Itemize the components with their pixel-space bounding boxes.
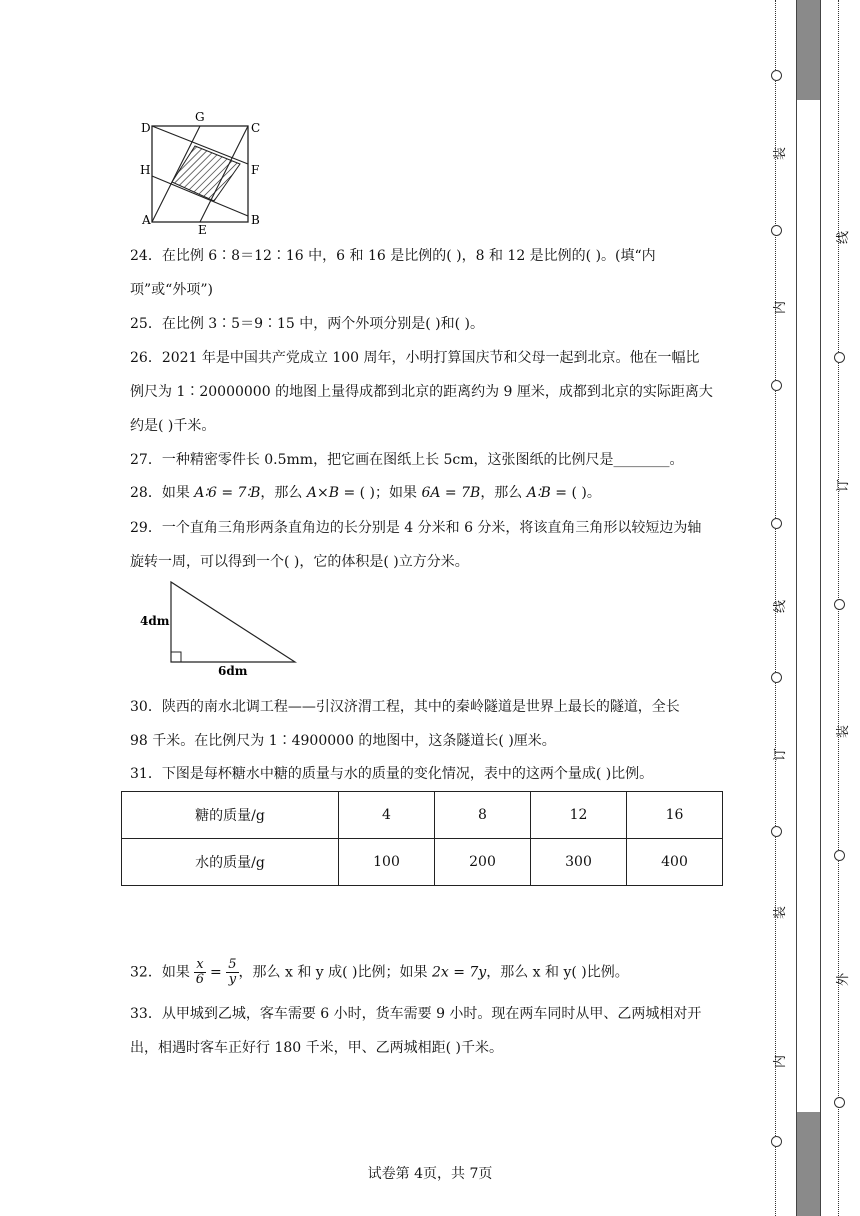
question-31: 31．下图是每杯糖水中糖的质量与水的质量的变化情况，表中的这两个量成( )比例。 (130, 766, 654, 782)
table-row: 水的质量/g 100 200 300 400 (122, 839, 723, 886)
q24-line2: 项”或“外项”) (130, 282, 213, 298)
margin-label: 内 (773, 300, 789, 315)
question-32: 32．如果 $\frac{x}{6}$ = $\frac{5}{y}$ ，那么 x 和 y 成( )比例；如果 2x = 7y，那么 x 和 y( )比例。 (130, 957, 629, 987)
q26-line1: 26．2021 年是中国共产党成立 100 周年，小明打算国庆节和父母一起到北京。他在一幅比 (130, 350, 700, 366)
label-g: G (195, 110, 205, 124)
margin-label: 订 (836, 478, 852, 493)
question-26 (130, 347, 713, 437)
label-c: C (251, 121, 261, 135)
question-29 (130, 517, 701, 573)
label-d: D (141, 121, 151, 135)
margin-shade-top (796, 0, 820, 100)
table-row: 糖的质量/g 4 8 12 16 (122, 792, 723, 839)
question-25: 25．在比例 3∶5＝9∶15 中，两个外项分别是( )和( )。 (130, 316, 484, 332)
label-h: H (140, 163, 151, 177)
label-b: B (251, 213, 260, 227)
q29-line2: 旋转一周，可以得到一个( )，它的体积是( )立方分米。 (130, 554, 469, 570)
question-33 (130, 1003, 701, 1059)
q26-line3: 约是( )千米。 (130, 418, 216, 434)
label-a: A (142, 213, 151, 227)
q30-line2: 98 千米。在比例尺为 1∶4900000 的地图中，这条隧道长( )厘米。 (130, 733, 556, 749)
margin-label: 装 (773, 905, 789, 920)
margin-label: 订 (773, 747, 789, 762)
margin-label: 装 (773, 146, 789, 161)
question-27: 27．一种精密零件长 0.5mm，把它画在图纸上长 5cm，这张图纸的比例尺是________。 (130, 452, 684, 468)
q26-line2: 例尺为 1∶20000000 的地图上量得成都到北京的距离约为 9 厘米，成都到北京的实际距离大 (130, 384, 713, 400)
question-28: 28．如果 A∶6 = 7∶B，那么 A×B = ( )；如果 6A = 7B，那么 A∶B = ( )。 (130, 485, 601, 501)
side-label: 4dm (140, 614, 170, 628)
margin-label: 线 (836, 230, 852, 245)
base-label: 6dm (218, 664, 248, 678)
sugar-water-table (121, 791, 723, 886)
page-footer: 试卷第 4页，共 7页 (367, 1166, 493, 1182)
margin-label: 线 (773, 599, 789, 614)
square-figure (138, 106, 268, 236)
margin-shade-bottom (796, 1112, 820, 1216)
label-f: F (251, 163, 260, 177)
q33-line2: 出，相遇时客车正好行 180 千米，甲、乙两城相距( )千米。 (130, 1040, 503, 1056)
margin-label: 装 (836, 724, 852, 739)
label-e: E (198, 223, 207, 236)
margin-label: 内 (773, 1054, 789, 1069)
question-30 (130, 696, 680, 752)
right-triangle-figure (138, 578, 303, 678)
margin-label: 外 (836, 972, 852, 987)
question-24 (130, 245, 656, 301)
q30-line1: 30．陕西的南水北调工程——引汉济渭工程，其中的秦岭隧道是世界上最长的隧道，全长 (130, 699, 680, 715)
q33-line1: 33．从甲城到乙城，客车需要 6 小时，货车需要 9 小时。现在两车同时从甲、乙两城相对开 (130, 1006, 702, 1022)
q24-line1: 24．在比例 6∶8＝12∶16 中，6 和 16 是比例的( )，8 和 12 是比例的( )。(填“内 (130, 248, 656, 264)
q29-line1: 29．一个直角三角形两条直角边的长分别是 4 分米和 6 分米，将该直角三角形以较短边为轴 (130, 520, 702, 536)
